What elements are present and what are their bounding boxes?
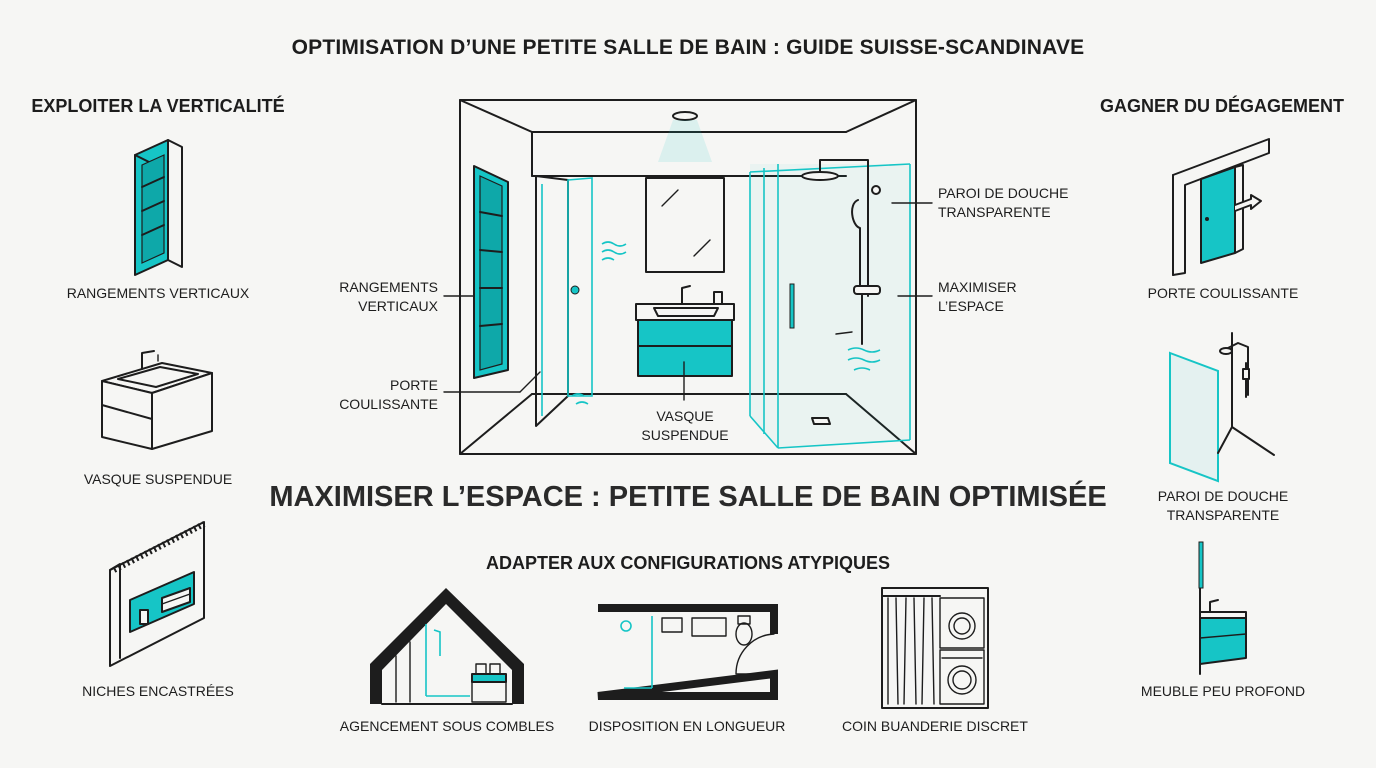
callout-door [308, 376, 438, 414]
page-title: OPTIMISATION D’UNE PETITE SALLE DE BAIN : GUIDE SUISSE-SCANDINAVE [291, 36, 1085, 59]
right-item-label: MEUBLE PEU PROFOND [1140, 683, 1306, 699]
callout-line: COULISSANTE [339, 396, 438, 412]
callout-basin [610, 407, 760, 445]
laundry-corner-icon [880, 586, 992, 710]
callout-line: RANGEMENTS [339, 279, 438, 295]
callout-space [938, 278, 1098, 316]
callout-line: PAROI DE DOUCHE [938, 185, 1069, 201]
callout-line: PORTE [390, 377, 438, 393]
long-floorplan-icon [594, 604, 780, 700]
callout-line: MAXIMISER [938, 279, 1017, 295]
label-line: TRANSPARENTE [1166, 507, 1280, 523]
bottom-item-label: AGENCEMENT SOUS COMBLES [339, 718, 555, 734]
right-item-label: PORTE COULISSANTE [1147, 285, 1299, 301]
bottom-item-label: DISPOSITION EN LONGUEUR [588, 718, 786, 734]
main-heading: MAXIMISER L’ESPACE : PETITE SALLE DE BAIN OPTIMISÉE [269, 481, 1107, 513]
left-section-heading: EXPLOITER LA VERTICALITÉ [31, 96, 285, 116]
callout-line: VERTICAUX [358, 298, 438, 314]
label-line: PAROI DE DOUCHE [1157, 488, 1289, 504]
callout-line: TRANSPARENTE [938, 204, 1051, 220]
bottom-item-label: COIN BUANDERIE DISCRET [842, 718, 1028, 734]
left-item-label: RANGEMENTS VERTICAUX [66, 285, 250, 301]
right-section-heading: GAGNER DU DÉGAGEMENT [1099, 96, 1344, 116]
callout-line: L’ESPACE [938, 298, 1004, 314]
left-item-label: NICHES ENCASTRÉES [82, 683, 234, 699]
attic-layout-icon [366, 586, 528, 708]
callout-glass [938, 184, 1098, 222]
callout-storage [308, 278, 438, 316]
bottom-section-heading: ADAPTER AUX CONFIGURATIONS ATYPIQUES [485, 553, 890, 573]
callout-line: SUSPENDUE [641, 427, 729, 443]
callout-line: VASQUE [656, 408, 714, 424]
left-item-label: VASQUE SUSPENDUE [83, 471, 233, 487]
